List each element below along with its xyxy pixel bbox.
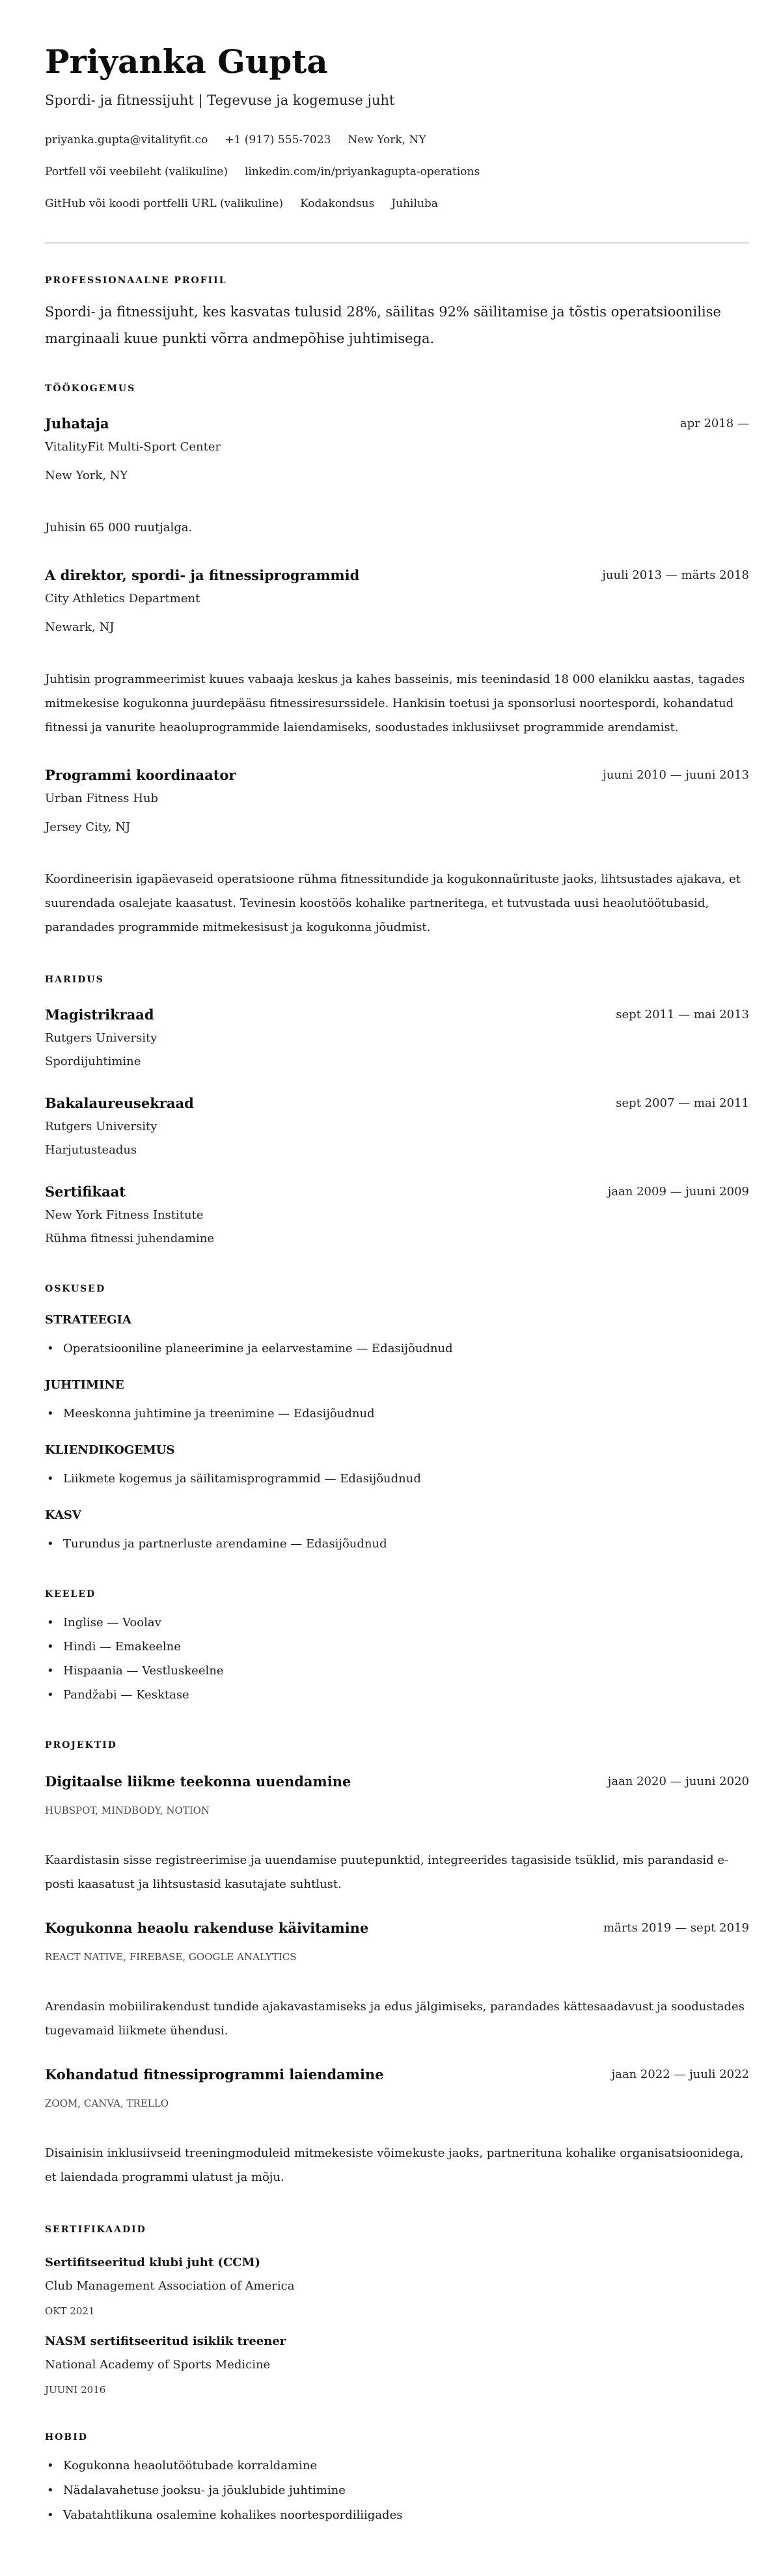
section-heading-education: HARIDUS [45, 975, 104, 985]
contact-row [45, 162, 749, 182]
job-dates: juuni 2010 — juuni 2013 [603, 768, 749, 782]
field-of-study: Rühma fitnessi juhendamine [45, 1232, 215, 1245]
hobby-item: • Kogukonna heaolutöötubade korraldamine [45, 2456, 749, 2476]
project-title: Digitaalse liikme teekonna uuendamine [45, 1773, 351, 1790]
school: Rutgers University [45, 1031, 158, 1045]
job-title: Juhataja [45, 415, 109, 432]
hobby-list [45, 2456, 749, 2525]
contact-drivers-license: Juhiluba [391, 197, 438, 210]
skill-category: KLIENDIKOGEMUS [45, 1443, 175, 1457]
certification-entry [45, 2333, 749, 2397]
contact-location: New York, NY [348, 133, 426, 146]
project-entry [45, 2065, 749, 2189]
skill-item: • Liikmete kogemus ja säilitamisprogrammid — Edasijõudnud [45, 1469, 749, 1489]
certification-date: JUUNI 2016 [45, 2384, 106, 2396]
school: Rutgers University [45, 1120, 158, 1133]
job-location: Newark, NJ [45, 620, 115, 634]
experience-entry [45, 566, 749, 740]
contact-portfolio[interactable]: Portfell või veebileht (valikuline) [45, 165, 228, 178]
job-location: Jersey City, NJ [45, 820, 131, 834]
section-heading-certifications: SERTIFIKAADID [45, 2224, 146, 2235]
skill-list [45, 1534, 749, 1554]
job-dates: apr 2018 — [679, 417, 749, 430]
language-item: • Hispaania — Vestluskeelne [45, 1661, 749, 1681]
certification-name: Sertifitseeritud klubi juht (CCM) [45, 2256, 261, 2269]
job-title: Programmi koordinaator [45, 767, 236, 783]
contact-row [45, 130, 749, 150]
skill-list [45, 1469, 749, 1489]
education-dates: jaan 2009 — juuni 2009 [607, 1185, 749, 1198]
candidate-headline: Spordi- ja fitnessijuht | Tegevuse ja kogemuse juht [45, 92, 395, 108]
certification-date: OKT 2021 [45, 2305, 95, 2317]
header-divider [45, 242, 749, 243]
job-description: Juhisin 65 000 ruutjalga. [45, 521, 193, 534]
section-heading-skills: OSKUSED [45, 1284, 106, 1294]
contact-github[interactable]: GitHub või koodi portfelli URL (valikuline) [45, 197, 284, 210]
skill-item: • Turundus ja partnerluste arendamine — Edasijõudnud [45, 1534, 749, 1554]
language-item: • Pandžabi — Kesktase [45, 1685, 749, 1705]
project-tech: HUBSPOT, MINDBODY, NOTION [45, 1805, 210, 1816]
education-entry [45, 1094, 749, 1160]
project-title: Kohandatud fitnessiprogrammi laiendamine [45, 2066, 384, 2083]
education-entry [45, 1182, 749, 1249]
section-heading-hobbies: HOBID [45, 2432, 88, 2443]
project-entry [45, 1772, 749, 1896]
experience-entry [45, 766, 749, 939]
field-of-study: Harjutusteadus [45, 1143, 137, 1157]
section-heading-projects: PROJEKTID [45, 1740, 117, 1751]
project-dates: jaan 2020 — juuni 2020 [607, 1775, 749, 1788]
language-item: • Inglise — Voolav [45, 1613, 749, 1633]
experience-entry [45, 414, 749, 540]
contact-citizenship: Kodakondsus [300, 197, 375, 210]
contact-phone[interactable]: +1 (917) 555-7023 [225, 133, 331, 146]
job-description: Juhtisin programmeerimist kuues vabaaja keskus ja kahes basseinis, mis teenindasid 18 000 elanikku aastas, tagades mitmekesise kogukonna juurdepääsu fitnessiresurssidele. Hankisin toetusi ja sponsorlusi noortespordi, kohandatud fitnessi ja vanurite heaoluprogrammide laiendamiseks, soodustades inklusiivset programmide arendamist. [45, 672, 745, 734]
job-company: Urban Fitness Hub [45, 792, 159, 805]
profile-summary: Spordi- ja fitnessijuht, kes kasvatas tulusid 28%, säilitas 92% säilitamise ja tõstis operatsioonilise marginaali kuue punkti võrra andmepõhise juhtimisega. [45, 304, 721, 346]
skill-category: JUHTIMINE [45, 1378, 124, 1392]
certification-name: NASM sertifitseeritud isiklik treener [45, 2334, 286, 2348]
job-dates: juuli 2013 — märts 2018 [602, 568, 749, 582]
job-description: Koordineerisin igapäevaseid operatsioone rühma fitnessitundide ja kogukonnaürituste jaoks, lihtsustades ajakava, et suurendada osalejate kaasatust. Tevinesin koostöös kohalike partneritega, et tutvustada uusi heaolutöötubasid, parandades programmide mitmekesisust ja kogukonna jõudmist. [45, 872, 741, 934]
hobby-item: • Vabatahtlikuna osalemine kohalikes noortespordiliigades [45, 2506, 749, 2525]
degree: Magistrikraad [45, 1006, 154, 1023]
education-entry [45, 1005, 749, 1072]
section-heading-experience: TÖÖKOGEMUS [45, 383, 136, 394]
section-heading-profile: PROFESSIONAALNE PROFIIL [45, 275, 227, 286]
certification-entry [45, 2254, 749, 2318]
project-entry [45, 1918, 749, 2043]
contact-row [45, 194, 749, 214]
skill-category: STRATEEGIA [45, 1313, 131, 1327]
degree: Bakalaureusekraad [45, 1095, 194, 1111]
skill-category: KASV [45, 1508, 81, 1522]
degree: Sertifikaat [45, 1184, 126, 1200]
candidate-name: Priyanka Gupta [45, 42, 328, 81]
project-description: Arendasin mobiilirakendust tundide ajakavastamiseks ja edus jälgimiseks, parandades kättesaadavust ja soodustades tugevamaid liikmete ühendusi. [45, 2000, 745, 2038]
language-list [45, 1613, 749, 1705]
project-dates: jaan 2022 — juuli 2022 [611, 2068, 749, 2081]
job-location: New York, NY [45, 469, 128, 482]
job-company: City Athletics Department [45, 592, 200, 605]
project-description: Kaardistasin sisse registreerimise ja uuendamise puutepunktid, integreerides tagasiside tsüklid, mis parandasid e-posti kaasatust ja lihtsustasid kasutajate suhtlust. [45, 1853, 729, 1891]
certification-issuer: National Academy of Sports Medicine [45, 2358, 271, 2372]
hobby-item: • Nädalavahetuse jooksu- ja jõuklubide juhtimine [45, 2481, 749, 2500]
job-title: A direktor, spordi- ja fitnessiprogrammid [45, 567, 360, 583]
project-description: Disainisin inklusiivseid treeningmoduleid mitmekesiste võimekuste jaoks, partnerituna kohalike organisatsioonidega, et laiendada programmi ulatust ja mõju. [45, 2146, 744, 2184]
field-of-study: Spordijuhtimine [45, 1055, 141, 1068]
school: New York Fitness Institute [45, 1208, 204, 1222]
project-title: Kogukonna heaolu rakenduse käivitamine [45, 1920, 369, 1936]
section-heading-languages: KEELED [45, 1589, 96, 1600]
skill-list [45, 1404, 749, 1424]
skill-item: • Operatsiooniline planeerimine ja eelarvestamine — Edasijõudnud [45, 1339, 749, 1359]
job-company: VitalityFit Multi-Sport Center [45, 440, 221, 454]
education-dates: sept 2011 — mai 2013 [616, 1008, 749, 1021]
project-tech: ZOOM, CANVA, TRELLO [45, 2098, 169, 2109]
education-dates: sept 2007 — mai 2011 [616, 1096, 749, 1110]
certification-issuer: Club Management Association of America [45, 2279, 295, 2293]
contact-linkedin[interactable]: linkedin.com/in/priyankagupta-operations [245, 165, 480, 178]
language-item: • Hindi — Emakeelne [45, 1637, 749, 1657]
project-tech: REACT NATIVE, FIREBASE, GOOGLE ANALYTICS [45, 1951, 297, 1963]
contact-email[interactable]: priyanka.gupta@vitalityfit.co [45, 133, 208, 146]
skill-list [45, 1339, 749, 1359]
skill-item: • Meeskonna juhtimine ja treenimine — Edasijõudnud [45, 1404, 749, 1424]
project-dates: märts 2019 — sept 2019 [603, 1921, 749, 1935]
